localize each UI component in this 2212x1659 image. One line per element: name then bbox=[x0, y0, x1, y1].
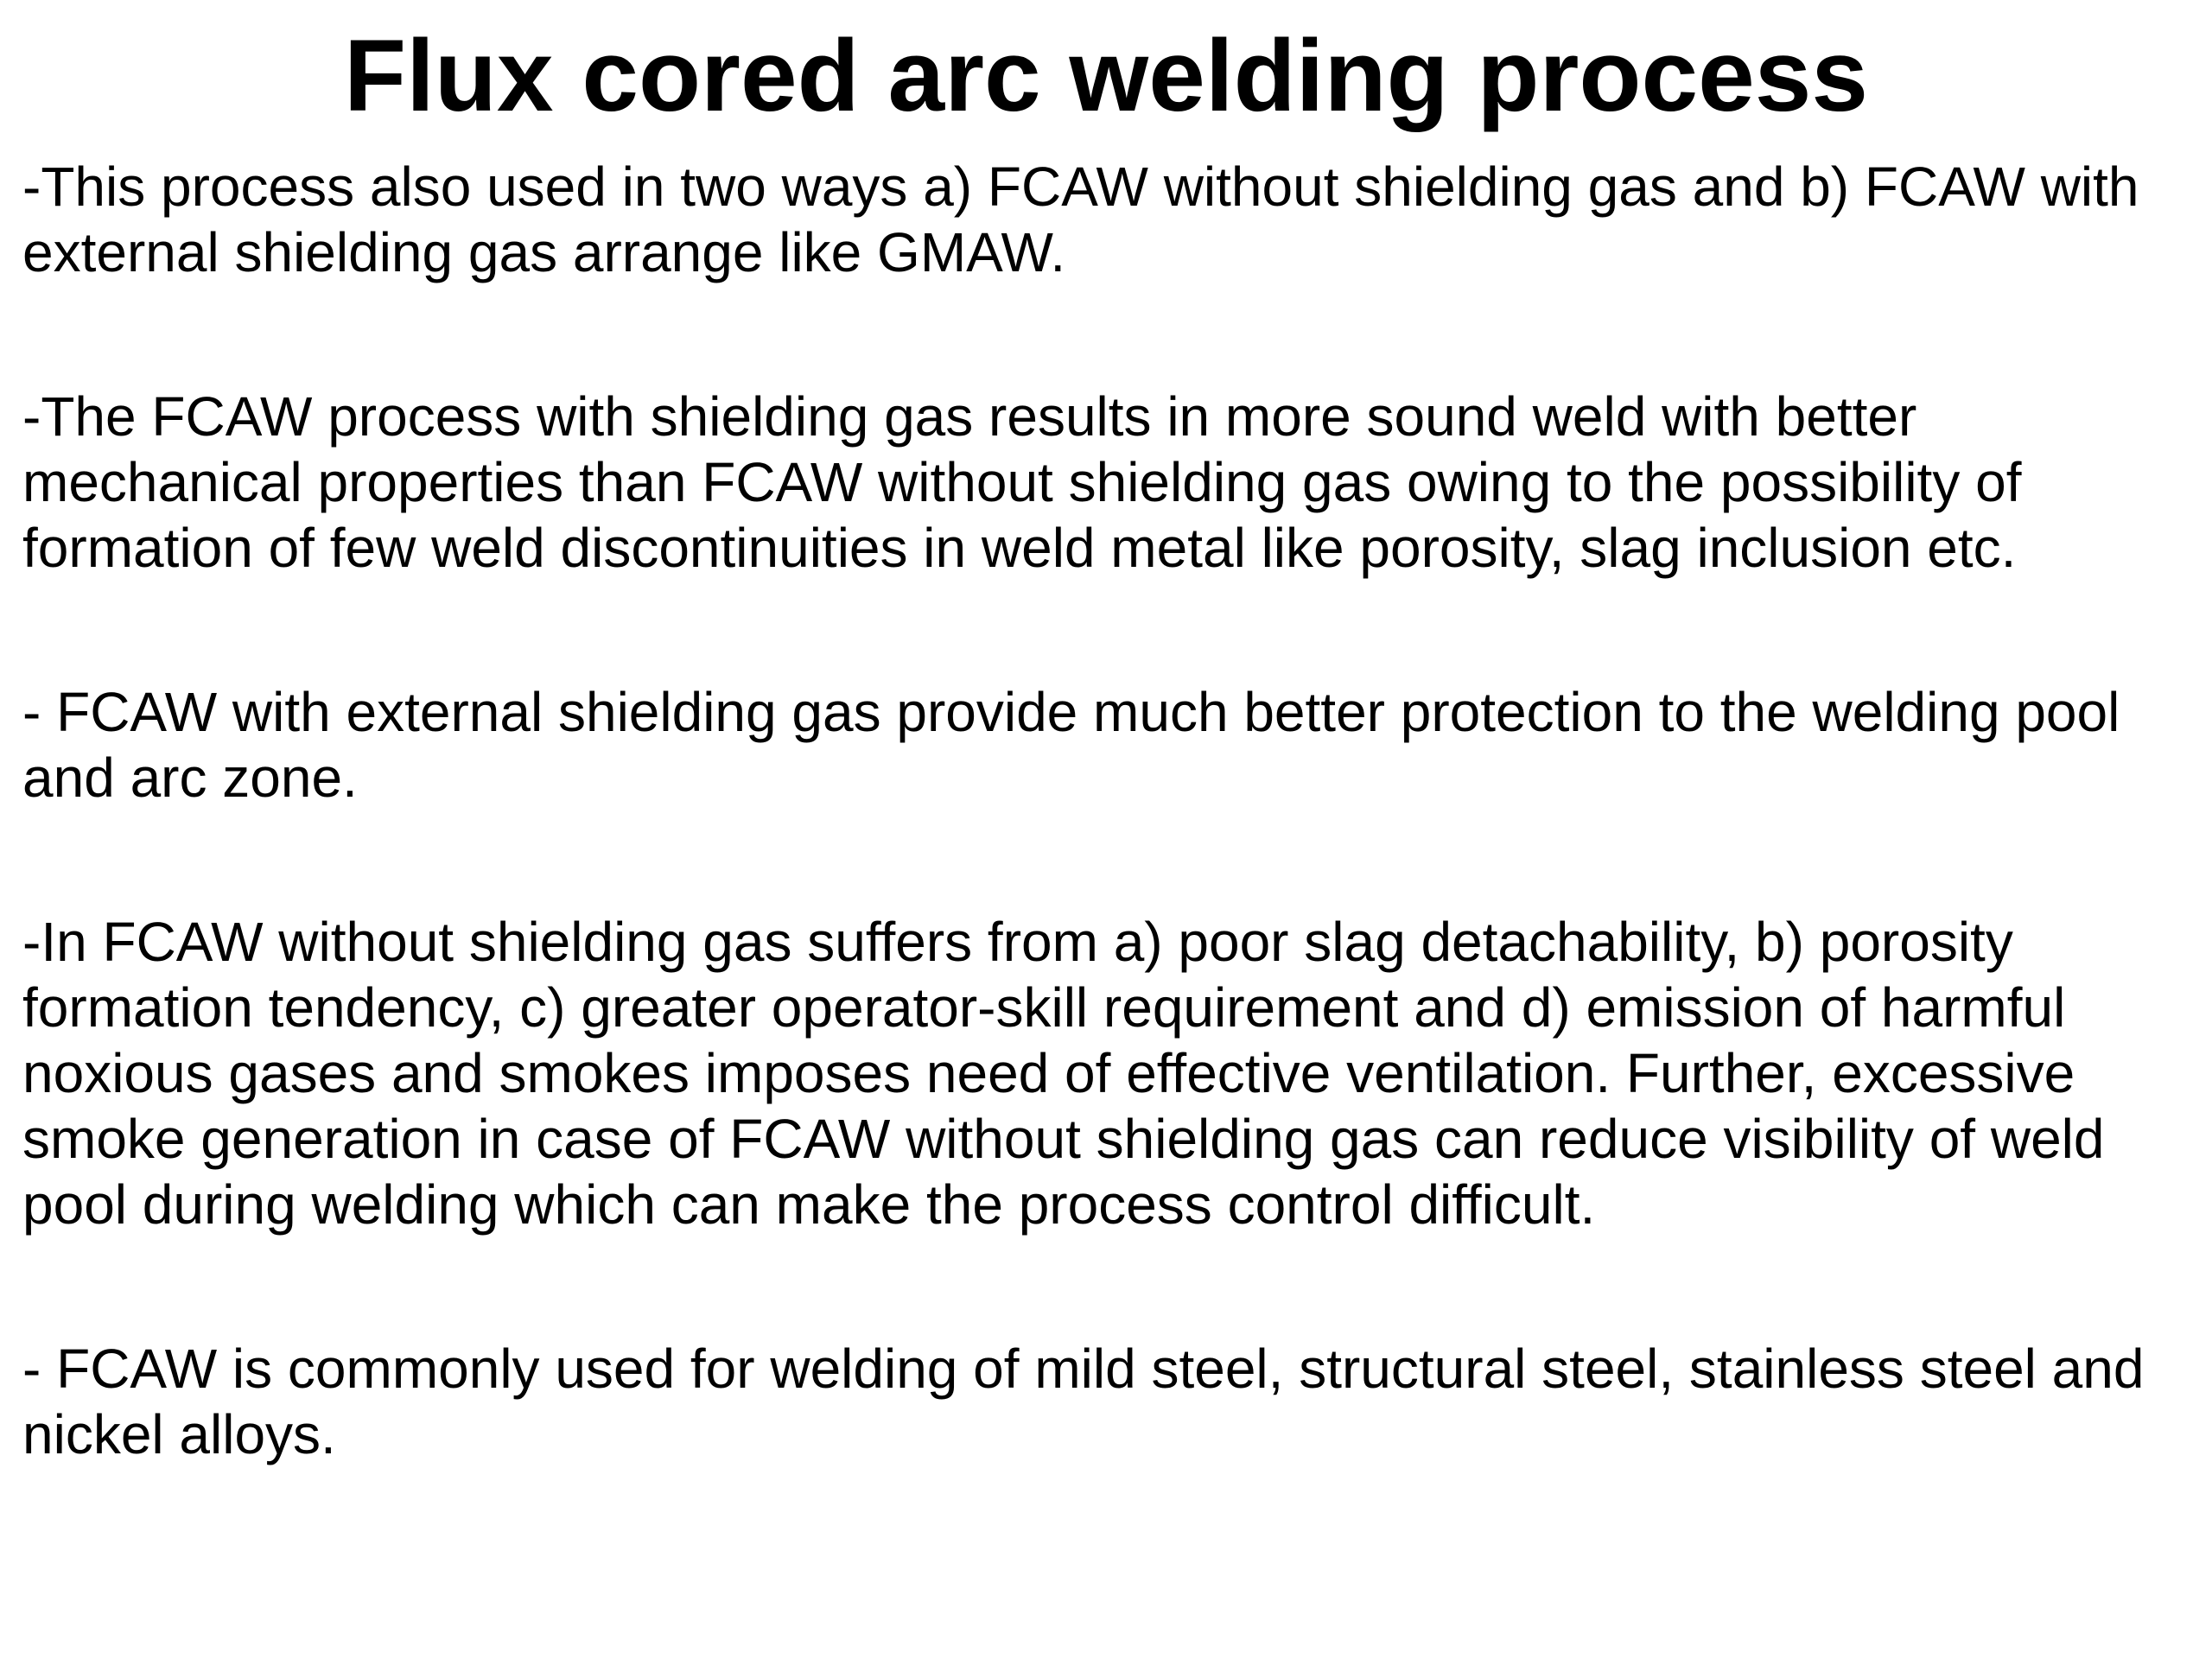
slide-body bbox=[22, 154, 2191, 1467]
slide-title: Flux cored arc welding process bbox=[343, 19, 1868, 133]
paragraph-weld-quality: -The FCAW process with shielding gas results in more sound weld with better mechanical properties than FCAW without shielding gas owing to the possibility of formation of few weld discontinuities in weld metal like porosity, slag inclusion etc. bbox=[22, 385, 2022, 579]
paragraph-drawbacks: -In FCAW without shielding gas suffers from a) poor slag detachability, b) porosity formation tendency, c) greater operator-skill requirement and d) emission of harmful noxious gases and smokes imposes need of effective ventilation. Further, excessive smoke generation in case of FCAW without shielding gas can reduce visibility of weld pool during welding which can make the process control difficult. bbox=[22, 911, 2105, 1236]
paragraph-applications: - FCAW is commonly used for welding of mild steel, structural steel, stainless steel and nickel alloys. bbox=[22, 1338, 2145, 1465]
paragraph-shielding-ways: -This process also used in two ways a) FCAW without shielding gas and b) FCAW with external shielding gas arrange like GMAW. bbox=[22, 156, 2139, 283]
paragraph-protection: - FCAW with external shielding gas provide much better protection to the welding pool and arc zone. bbox=[22, 681, 2120, 809]
